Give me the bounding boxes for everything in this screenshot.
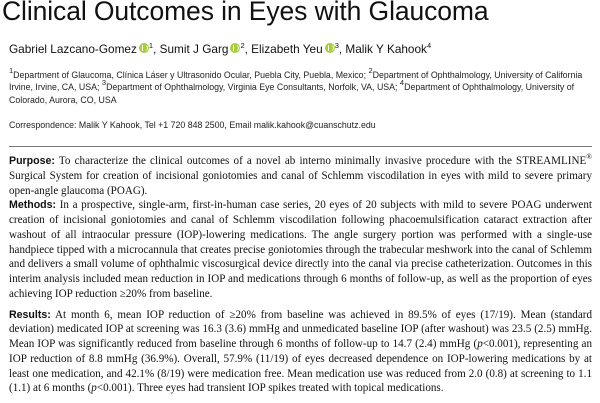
methods-text: In a prospective, single-arm, first-in-human case series, 20 eyes of 20 subjects with mild to severe POAG underwent creation of incisional goniotomies and canal of Schlemm viscodilation following phacoemulsification cataract extraction after washout of all intraocular pressure (IOP)-lowering medications. The angle surgery portion was performed with a single-use handpiece tipped with a microcannula that creates precise goniotomies through the trabecular meshwork into the canal of Schlemm and delivers a small volume of ophthalmic viscosurgical device directly into the canal via precise catheterization. Outcomes in this interim analysis included mean reduction in IOP and medications through 6 months of follow-up, as well as the proportion of eyes achieving IOP reduction ≥20% from baseline. xyxy=(9,199,592,300)
affiliation: Department of Ophthalmology, University of Colorado, Aurora, CO, USA xyxy=(9,82,575,105)
results-text: At month 6, mean IOP reduction of ≥20% from baseline was achieved in 89.5% of eyes (17/19). Mean (standard deviation) medicated IOP at screening was 16.3 (3.6) mmHg and unmedicated baseline IOP (after washout) was 23.5 (2.5) mmHg. Mean IOP was significantly reduced from baseline through 6 months of follow-up to 14.7 (2.4) mmHg ( xyxy=(9,308,592,350)
abstract-purpose xyxy=(9,154,592,198)
affiliation-sup: 1 xyxy=(9,66,14,75)
author-sup: 3 xyxy=(334,41,339,50)
purpose-label: Purpose: xyxy=(9,155,55,167)
orcid-icon[interactable] xyxy=(325,43,335,53)
methods-label: Methods: xyxy=(9,199,57,212)
author-sup: 1 xyxy=(148,41,154,50)
abstract-methods xyxy=(9,198,592,301)
orcid-icon[interactable] xyxy=(139,43,149,53)
abstract-results xyxy=(9,308,592,397)
author-list: Gabriel Lazcano-Gomez $^1$, Sumit J Garg $^2$, Elizabeth Yeu $^3$, Malik Y Kahook$^4$ xyxy=(9,41,432,56)
orcid-icon[interactable] xyxy=(230,43,240,53)
author-sup: 4 xyxy=(426,41,432,50)
registered-mark: ® xyxy=(586,152,592,161)
p-value-symbol: p xyxy=(477,338,483,350)
correspondence: Correspondence: Malik Y Kahook, Tel +1 720 848 2500, Email malik.kahook@cuanschutz.edu xyxy=(9,120,376,130)
divider xyxy=(9,146,592,147)
results-text: <0.001). Three eyes had transient IOP spikes treated with topical medications. xyxy=(96,382,444,395)
affiliation-sup: 3 xyxy=(101,78,107,88)
affiliations xyxy=(9,66,595,106)
author-sup: 2 xyxy=(240,41,245,50)
author-name: Gabriel Lazcano-Gomez xyxy=(9,42,137,56)
purpose-text: To characterize the clinical outcomes of a novel ab interno minimally invasive procedure with the STREAMLINE xyxy=(54,155,587,167)
purpose-text: Surgical System for creation of incisional goniotomies and canal of Schlemm viscodilation in eyes with mild to severe primary open-angle glaucoma (POAG). xyxy=(9,169,592,197)
affiliation-sup: 4 xyxy=(399,78,405,88)
affiliation: Department of Glaucoma, Clínica Láser y Ultrasonido Ocular, Puebla City, Puebla, Mexico; xyxy=(13,70,369,80)
author-name: Sumit J Garg xyxy=(159,42,229,56)
p-value-symbol: p xyxy=(91,382,97,395)
affiliation-sup: 2 xyxy=(368,66,373,75)
affiliation: Department of Ophthalmology, University of California Irvine, Irvine, CA, USA; xyxy=(9,70,583,93)
author-name: Malik Y Kahook xyxy=(345,42,427,56)
results-text: <0.001), representing an IOP reduction of 8.8 mmHg (36.9%). Overall, 57.9% (11/19) of eyes decreased dependence on IOP-lowering medications by at least one medication, and 42.1% (8/19) were medication free. Mean medication use was reduced from 2.0 (0.8) at screening to 1.1 (1.1) at 6 months ( xyxy=(9,338,592,395)
abstract xyxy=(9,154,592,396)
results-label: Results: xyxy=(9,308,51,321)
author-name: Elizabeth Yeu xyxy=(251,42,323,56)
affiliation: Department of Ophthalmology, Virginia Eye Consultants, Norfolk, VA, USA; xyxy=(106,82,400,93)
paper-title: Clinical Outcomes in Eyes with Glaucoma xyxy=(2,0,489,26)
